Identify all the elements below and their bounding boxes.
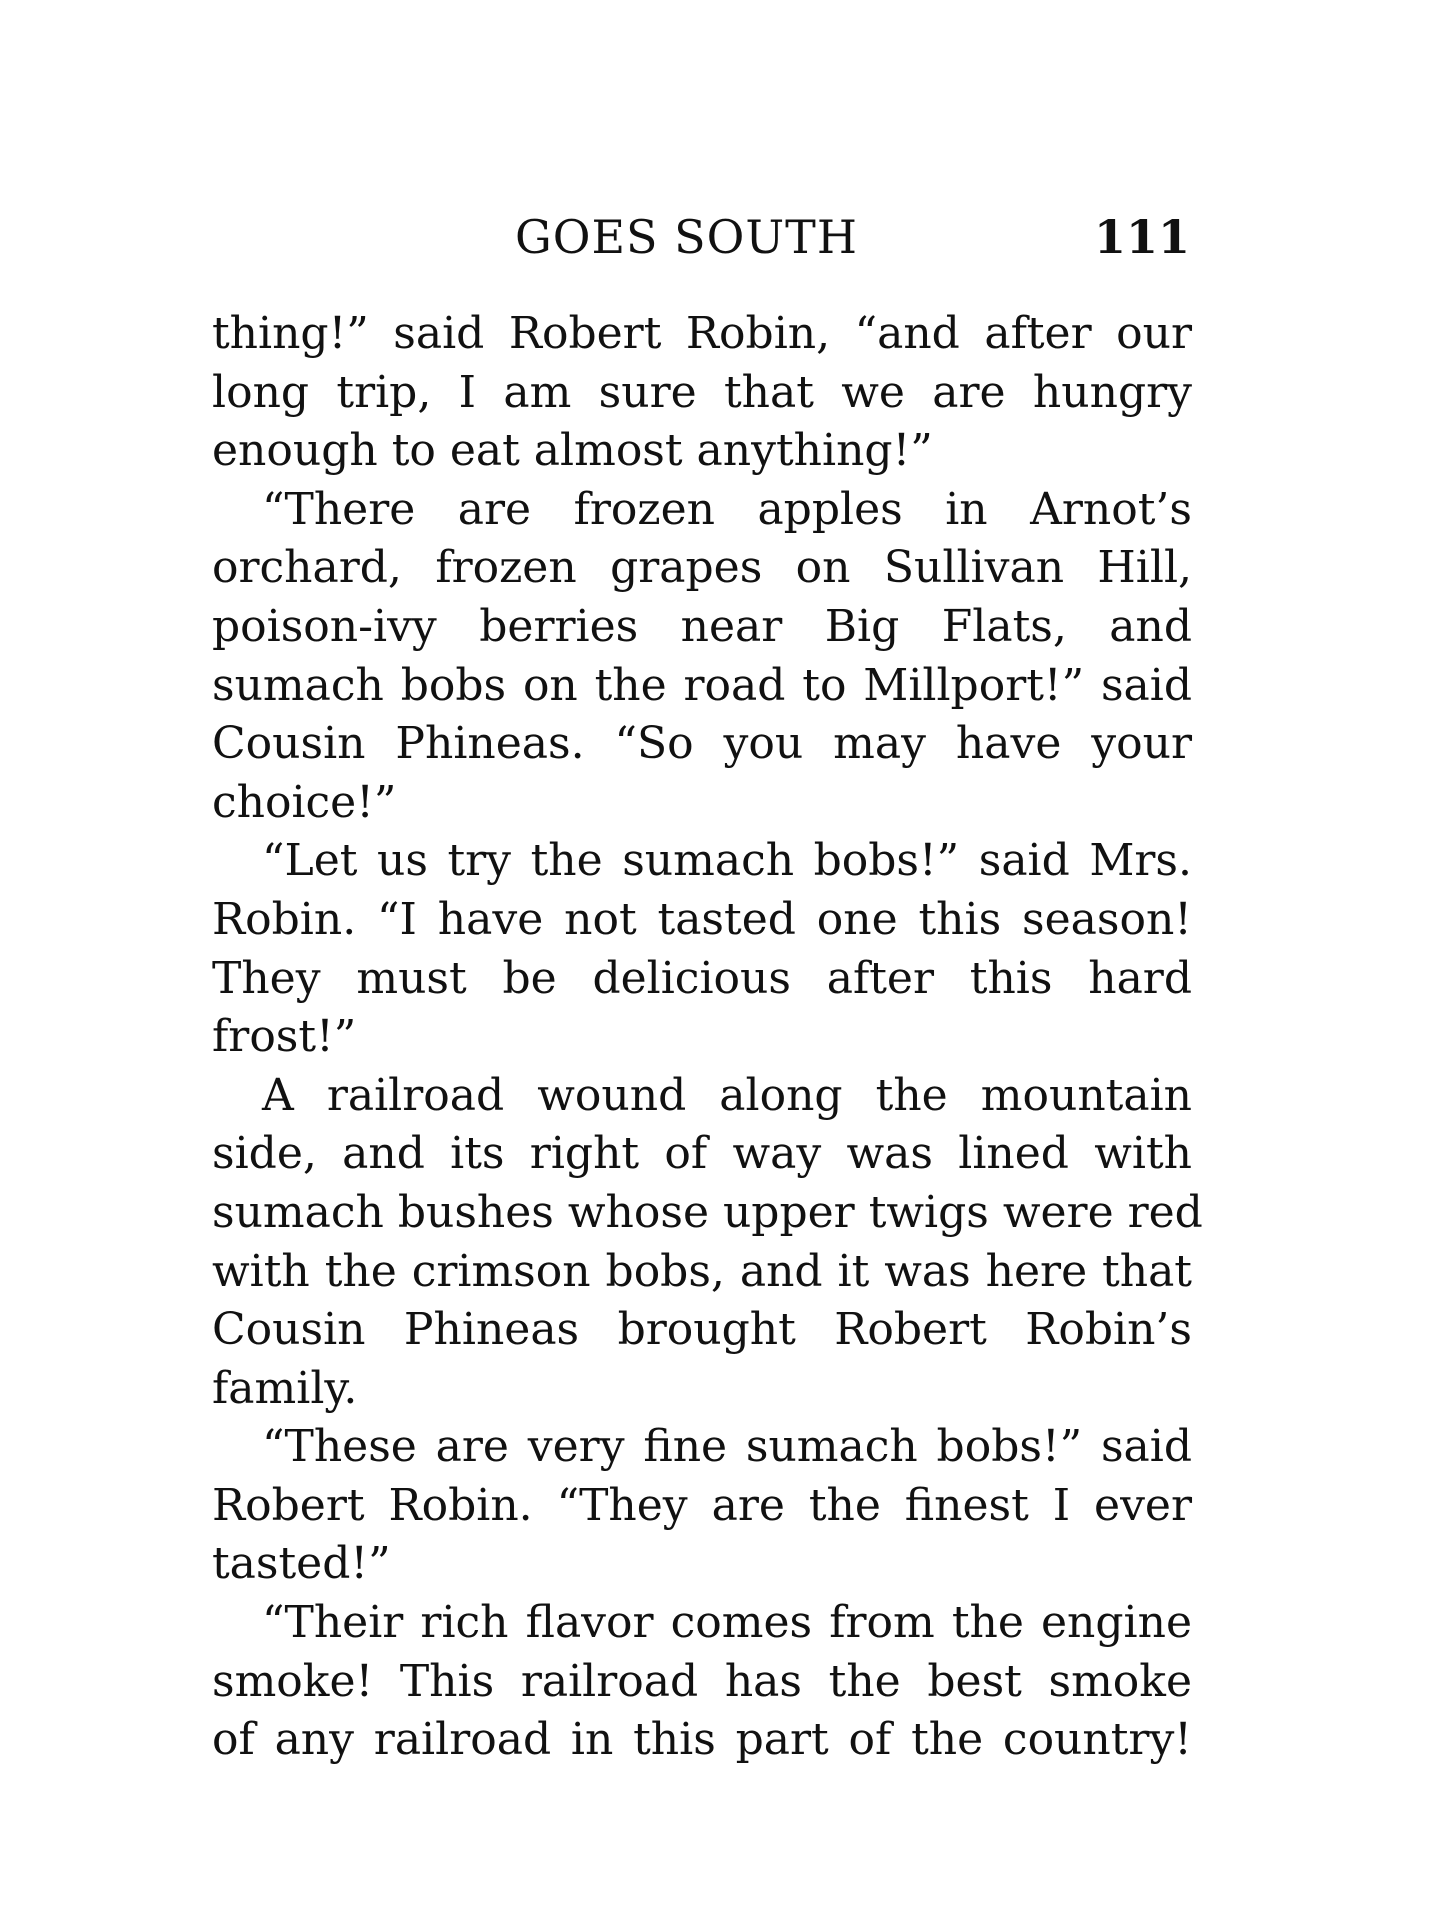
running-title: GOES SOUTH: [515, 210, 858, 264]
text-line: Robert Robin. “They are the finest I ever: [212, 1479, 1192, 1531]
text-line: “Their rich flavor comes from the engine: [262, 1597, 1192, 1649]
text-line: tasted!”: [212, 1538, 391, 1590]
text-line: frost!”: [212, 1011, 357, 1063]
text-line: smoke! This railroad has the best smoke: [212, 1655, 1192, 1707]
text-line: side, and its right of way was lined with: [212, 1128, 1192, 1180]
text-line: long trip, I am sure that we are hungry: [212, 366, 1192, 418]
running-head: [210, 210, 1190, 270]
text-line: “Let us try the sumach bobs!” said Mrs.: [262, 835, 1192, 887]
text-line: “There are frozen apples in Arnot’s: [262, 483, 1192, 535]
text-line: A railroad wound along the mountain: [262, 1069, 1192, 1121]
text-line: They must be delicious after this hard: [212, 952, 1192, 1004]
page-number: 111: [1093, 210, 1190, 264]
text-line: choice!”: [212, 776, 397, 828]
text-line: of any railroad in this part of the country!: [212, 1714, 1192, 1766]
text-line: poison-ivy berries near Big Flats, and: [212, 600, 1192, 652]
text-line: Cousin Phineas brought Robert Robin’s: [212, 1304, 1192, 1356]
text-line: orchard, frozen grapes on Sullivan Hill,: [212, 542, 1192, 594]
text-line: sumach bobs on the road to Millport!” said: [212, 659, 1192, 711]
text-line: “These are very fine sumach bobs!” said: [262, 1421, 1192, 1473]
text-line: family.: [212, 1362, 358, 1414]
text-line: with the crimson bobs, and it was here that: [212, 1245, 1192, 1297]
text-line: sumach bushes whose upper twigs were red: [212, 1186, 1203, 1238]
text-line: Cousin Phineas. “So you may have your: [212, 718, 1192, 770]
text-line: Robin. “I have not tasted one this season!: [212, 893, 1192, 945]
text-line: enough to eat almost anything!”: [212, 425, 933, 477]
text-line: thing!” said Robert Robin, “and after our: [212, 308, 1192, 359]
body-text: [212, 305, 1203, 1770]
